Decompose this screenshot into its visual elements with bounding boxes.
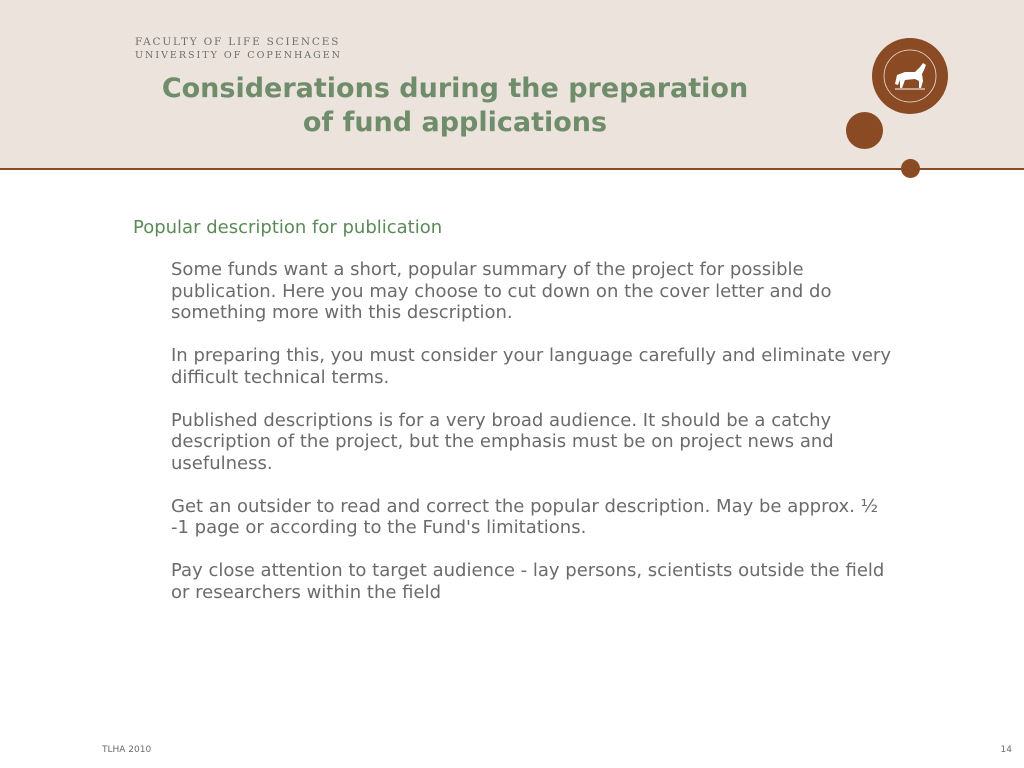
faculty-wordmark [135,36,342,62]
footer-author-year: TLHA 2010 [102,745,152,755]
paragraph-2: In preparing this, you must consider your language carefully and eliminate very difficult technical terms. [171,345,891,388]
paragraph-1: Some funds want a short, popular summary of the project for possible publication. Here you may choose to cut down on the cover letter and do something more with this description. [171,259,832,323]
faculty-name: FACULTY OF LIFE SCIENCES [135,36,341,48]
paragraph-3: Published descriptions is for a very broad audience. It should be a catchy description of the project, but the emphasis must be on project news and usefulness. [171,409,834,474]
section-subheading: Popular description for publication [133,217,443,238]
university-seal-icon [871,37,949,115]
slide-title [130,72,780,140]
university-name: UNIVERSITY OF COPENHAGEN [135,50,342,61]
page-number: 14 [1000,745,1012,755]
body-text [171,259,891,625]
decorative-large-dot [846,112,883,149]
decorative-small-dot [901,159,920,178]
slide-title-line-1: Considerations during the preparation [161,73,749,104]
paragraph-5: Pay close attention to target audience - lay persons, scientists outside the field or researchers within the field [171,560,885,603]
paragraph-4: Get an outsider to read and correct the popular description. May be approx. ½ -1 page or according to the Fund's limitations. [171,495,879,538]
slide-title-line-2: of fund applications [302,107,608,138]
